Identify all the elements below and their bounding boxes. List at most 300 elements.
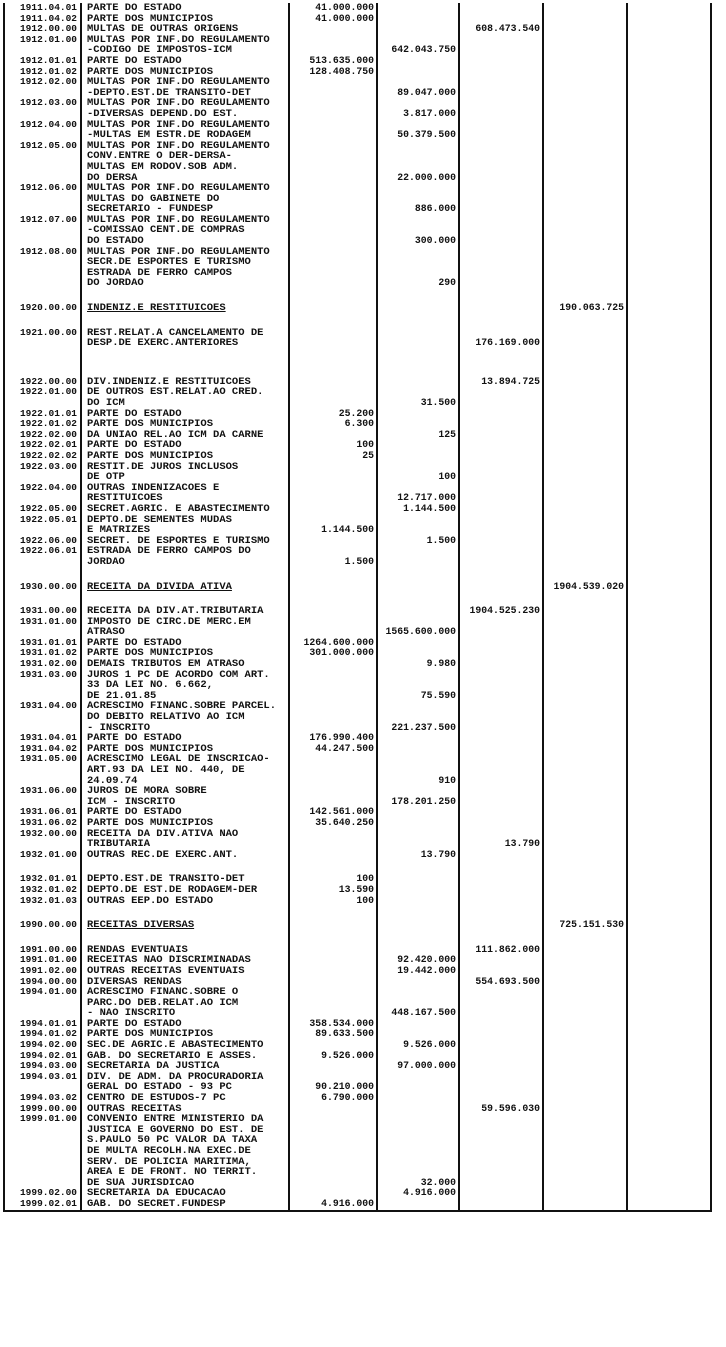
amount-col-5: [627, 204, 711, 215]
amount-col-3: [459, 1072, 543, 1083]
ledger-row-continuation: [4, 338, 711, 349]
amount-col-2: [377, 440, 459, 451]
amount-col-4: [543, 977, 627, 988]
ledger-row-continuation: [4, 525, 711, 536]
ledger-row-continuation: [4, 88, 711, 99]
account-description: [81, 377, 289, 388]
amount-col-4: [543, 462, 627, 473]
amount-col-5: [627, 987, 711, 998]
account-code: 1912.02.00: [4, 77, 81, 88]
amount-col-4: [543, 945, 627, 956]
amount-col-4: [543, 1093, 627, 1104]
account-description: [81, 850, 289, 861]
amount-col-2: [377, 151, 459, 162]
description-line: DE SUA JURISDICAO: [87, 1177, 195, 1189]
amount-col-4: [543, 130, 627, 141]
amount-col-3: [459, 162, 543, 173]
description-line: -DIVERSAS DEPEND.DO EST.: [87, 108, 239, 120]
empty-cell: [4, 568, 81, 582]
amount-col-2: [377, 977, 459, 988]
amount-col-5: [627, 733, 711, 744]
amount-col-3: [459, 1093, 543, 1104]
amount-col-5: [627, 850, 711, 861]
ledger-row: [4, 3, 711, 14]
amount-col-3: [459, 141, 543, 152]
amount-col-5: [627, 462, 711, 473]
amount-col-1: [289, 987, 377, 998]
empty-cell: [543, 349, 627, 363]
description-line: MULTAS DE OUTRAS ORIGENS: [87, 24, 239, 35]
amount-col-5: [627, 1082, 711, 1093]
account-code: [4, 278, 81, 289]
amount-col-1: [289, 1178, 377, 1189]
amount-col-1: [289, 754, 377, 765]
description-line: MULTAS POR INF.DO REGULAMENTO: [87, 140, 270, 152]
amount-col-4: [543, 387, 627, 398]
amount-col-3: [459, 98, 543, 109]
account-code: [4, 493, 81, 504]
amount-col-4: [543, 1125, 627, 1136]
amount-col-1: [289, 215, 377, 226]
empty-cell: [459, 860, 543, 874]
account-code: [4, 194, 81, 205]
description-line: DO ESTADO: [87, 236, 144, 247]
account-code: [4, 268, 81, 279]
description-line: -COMISSAO CENT.DE COMPRAS: [87, 225, 245, 237]
account-description: [81, 398, 289, 409]
amount-col-5: [627, 955, 711, 966]
amount-col-2: [377, 829, 459, 840]
ledger-row: [4, 733, 711, 744]
amount-col-5: [627, 268, 711, 279]
amount-col-1: 25: [289, 451, 377, 462]
amount-col-1: [289, 77, 377, 88]
amount-col-3: [459, 920, 543, 931]
ledger-row: [4, 504, 711, 515]
account-code: 1912.04.00: [4, 120, 81, 131]
amount-col-5: [627, 1178, 711, 1189]
amount-col-4: 1904.539.020: [543, 582, 627, 593]
ledger-row-continuation: [4, 776, 711, 787]
description-line: ESTRADA DE FERRO CAMPOS: [87, 267, 232, 279]
ledger-row: [4, 35, 711, 46]
amount-col-5: [627, 504, 711, 515]
amount-col-3: [459, 1061, 543, 1072]
account-code: [4, 1157, 81, 1168]
amount-col-2: [377, 98, 459, 109]
account-code: [4, 236, 81, 247]
amount-col-5: [627, 1093, 711, 1104]
account-description: [81, 1157, 289, 1168]
amount-col-1: 44.247.500: [289, 744, 377, 755]
account-code: [4, 1008, 81, 1019]
amount-col-5: [627, 754, 711, 765]
amount-col-1: 176.990.400: [289, 733, 377, 744]
amount-col-5: [627, 14, 711, 25]
ledger-row: [4, 419, 711, 430]
amount-col-3: [459, 648, 543, 659]
ledger-row: [4, 1040, 711, 1051]
ledger-row: [4, 1093, 711, 1104]
amount-col-5: [627, 998, 711, 1009]
account-code: 1912.08.00: [4, 247, 81, 258]
account-description: [81, 874, 289, 885]
ledger-row-continuation: [4, 998, 711, 1009]
amount-col-2: [377, 557, 459, 568]
amount-col-4: [543, 162, 627, 173]
amount-col-1: [289, 1061, 377, 1072]
amount-col-1: [289, 162, 377, 173]
amount-col-2: 886.000: [377, 204, 459, 215]
empty-cell: [289, 349, 377, 363]
amount-col-4: [543, 120, 627, 131]
description-line: SERV. DE POLICIA MARITIMA,: [87, 1156, 251, 1168]
amount-col-2: 448.167.500: [377, 1008, 459, 1019]
amount-col-4: [543, 88, 627, 99]
account-description: [81, 141, 289, 152]
amount-col-1: [289, 387, 377, 398]
amount-col-5: [627, 141, 711, 152]
account-code: 1931.04.02: [4, 744, 81, 755]
amount-col-4: [543, 3, 627, 14]
account-code: 1999.00.00: [4, 1104, 81, 1115]
account-description: [81, 557, 289, 568]
description-line: JORDAO: [87, 556, 125, 568]
amount-col-1: [289, 130, 377, 141]
amount-col-2: [377, 377, 459, 388]
empty-cell: [289, 314, 377, 328]
empty-cell: [459, 592, 543, 606]
amount-col-3: [459, 1199, 543, 1211]
amount-col-2: [377, 3, 459, 14]
account-code: 1931.03.00: [4, 670, 81, 681]
account-description: [81, 617, 289, 628]
amount-col-1: [289, 1114, 377, 1125]
amount-col-2: [377, 303, 459, 314]
amount-col-2: 642.043.750: [377, 45, 459, 56]
account-code: [4, 557, 81, 568]
amount-col-1: [289, 839, 377, 850]
description-line: GERAL DO ESTADO - 93 PC: [87, 1082, 232, 1094]
amount-col-1: [289, 515, 377, 526]
amount-col-1: 4.916.000: [289, 1199, 377, 1211]
account-code: 1922.04.00: [4, 483, 81, 494]
account-description: [81, 504, 289, 515]
amount-col-5: [627, 1072, 711, 1083]
amount-col-5: [627, 670, 711, 681]
account-code: 1911.04.01: [4, 3, 81, 14]
account-description: [81, 829, 289, 840]
amount-col-4: [543, 723, 627, 734]
account-code: 1931.06.01: [4, 807, 81, 818]
account-code: 1912.06.00: [4, 183, 81, 194]
amount-col-5: [627, 525, 711, 536]
empty-cell: [459, 349, 543, 363]
amount-col-4: [543, 430, 627, 441]
amount-col-4: [543, 1188, 627, 1199]
account-description: [81, 955, 289, 966]
account-description: [81, 1178, 289, 1189]
account-description: [81, 120, 289, 131]
amount-col-5: [627, 977, 711, 988]
description-line: GAB. DO SECRET.FUNDESP: [87, 1198, 226, 1210]
description-line: ICM - INSCRITO: [87, 796, 176, 808]
amount-col-2: [377, 648, 459, 659]
amount-col-2: [377, 920, 459, 931]
amount-col-1: [289, 701, 377, 712]
amount-col-4: [543, 183, 627, 194]
description-line: CENTRO DE ESTUDOS-7 PC: [87, 1093, 226, 1104]
account-code: 1922.06.01: [4, 546, 81, 557]
spacer-row: [4, 363, 711, 377]
amount-col-5: [627, 162, 711, 173]
account-code: 1994.03.00: [4, 1061, 81, 1072]
account-code: 1931.06.00: [4, 786, 81, 797]
description-line: DO DEBITO RELATIVO AO ICM: [87, 712, 245, 723]
account-description: [81, 627, 289, 638]
amount-col-2: [377, 701, 459, 712]
amount-col-4: [543, 648, 627, 659]
description-line: PARTE DOS MUNICIPIOS: [87, 450, 214, 462]
ledger-row: [4, 885, 711, 896]
description-line: OUTRAS REC.DE EXERC.ANT.: [87, 849, 239, 861]
empty-cell: [289, 931, 377, 945]
account-description: [81, 14, 289, 25]
amount-col-5: [627, 409, 711, 420]
account-description: [81, 88, 289, 99]
amount-col-5: [627, 183, 711, 194]
amount-col-4: [543, 606, 627, 617]
amount-col-2: 290: [377, 278, 459, 289]
ledger-row: [4, 247, 711, 258]
amount-col-3: [459, 225, 543, 236]
amount-col-3: [459, 1188, 543, 1199]
empty-cell: [4, 349, 81, 363]
amount-col-2: 19.442.000: [377, 966, 459, 977]
description-line: RENDAS EVENTUAIS: [87, 944, 188, 956]
amount-col-4: [543, 377, 627, 388]
amount-col-2: [377, 525, 459, 536]
amount-col-2: 75.590: [377, 691, 459, 702]
amount-col-2: [377, 617, 459, 628]
account-code: 1922.02.01: [4, 440, 81, 451]
amount-col-3: [459, 874, 543, 885]
amount-col-4: [543, 225, 627, 236]
amount-col-4: [543, 493, 627, 504]
ledger-row: [4, 807, 711, 818]
amount-col-5: [627, 966, 711, 977]
account-code: 1931.01.00: [4, 617, 81, 628]
amount-col-1: [289, 850, 377, 861]
amount-col-4: [543, 691, 627, 702]
empty-cell: [459, 314, 543, 328]
description-line: CONVENIO ENTRE MINISTERIO DA: [87, 1114, 264, 1125]
amount-col-4: [543, 987, 627, 998]
description-line: INDENIZ.E RESTITUICOES: [87, 303, 226, 314]
amount-col-2: [377, 786, 459, 797]
amount-col-5: [627, 1157, 711, 1168]
amount-col-1: [289, 776, 377, 787]
account-description: [81, 1040, 289, 1051]
account-code: 1920.00.00: [4, 303, 81, 314]
amount-col-2: [377, 268, 459, 279]
amount-col-2: [377, 1072, 459, 1083]
account-code: 1991.00.00: [4, 945, 81, 956]
amount-col-2: 31.500: [377, 398, 459, 409]
amount-col-3: [459, 204, 543, 215]
empty-cell: [627, 314, 711, 328]
amount-col-4: [543, 557, 627, 568]
amount-col-5: [627, 1167, 711, 1178]
amount-col-1: [289, 45, 377, 56]
amount-col-5: [627, 1146, 711, 1157]
amount-col-2: [377, 680, 459, 691]
ledger-row-continuation: [4, 204, 711, 215]
amount-col-4: [543, 818, 627, 829]
amount-col-2: [377, 483, 459, 494]
account-description: [81, 998, 289, 1009]
spacer-row: [4, 592, 711, 606]
account-code: 1994.01.01: [4, 1019, 81, 1030]
amount-col-4: [543, 141, 627, 152]
amount-col-5: [627, 45, 711, 56]
empty-cell: [543, 568, 627, 582]
empty-cell: [289, 906, 377, 920]
ledger-row-continuation: [4, 765, 711, 776]
amount-col-2: [377, 14, 459, 25]
amount-col-1: [289, 35, 377, 46]
ledger-row-continuation: [4, 130, 711, 141]
amount-col-1: [289, 1157, 377, 1168]
amount-col-5: [627, 338, 711, 349]
amount-col-1: 6.790.000: [289, 1093, 377, 1104]
description-line: PARTE DOS MUNICIPIOS: [87, 817, 214, 829]
amount-col-1: [289, 1167, 377, 1178]
description-line: ACRESCIMO FINANC.SOBRE O: [87, 987, 239, 998]
description-line: ART.93 DA LEI NO. 440, DE: [87, 765, 245, 776]
account-description: [81, 430, 289, 441]
ledger-row: [4, 430, 711, 441]
amount-col-1: 513.635.000: [289, 56, 377, 67]
amount-col-3: [459, 1029, 543, 1040]
description-line: CONV.ENTRE O DER-DERSA-: [87, 151, 232, 162]
empty-cell: [81, 860, 289, 874]
description-line: DO DERSA: [87, 172, 138, 184]
amount-col-3: [459, 1178, 543, 1189]
amount-col-4: [543, 1114, 627, 1125]
description-line: SEC.DE AGRIC.E ABASTECIMENTO: [87, 1040, 264, 1051]
amount-col-4: [543, 419, 627, 430]
amount-col-5: [627, 303, 711, 314]
amount-col-4: [543, 109, 627, 120]
account-description: [81, 247, 289, 258]
ledger-row: [4, 409, 711, 420]
account-description: [81, 451, 289, 462]
ledger-row: [4, 786, 711, 797]
amount-col-4: [543, 1157, 627, 1168]
amount-col-4: [543, 1072, 627, 1083]
amount-col-1: [289, 955, 377, 966]
description-line: PARTE DO ESTADO: [87, 733, 182, 744]
description-line: PARTE DOS MUNICIPIOS: [87, 419, 214, 430]
amount-col-4: [543, 998, 627, 1009]
account-description: [81, 1072, 289, 1083]
amount-col-3: [459, 818, 543, 829]
amount-col-2: 32.000: [377, 1178, 459, 1189]
ledger-row-continuation: [4, 1125, 711, 1136]
amount-col-1: [289, 225, 377, 236]
description-line: DE MULTA RECOLH.NA EXEC.DE: [87, 1146, 251, 1157]
amount-col-3: [459, 829, 543, 840]
account-description: [81, 67, 289, 78]
amount-col-3: [459, 1167, 543, 1178]
amount-col-4: [543, 1146, 627, 1157]
amount-col-1: [289, 829, 377, 840]
account-description: [81, 194, 289, 205]
account-description: [81, 1008, 289, 1019]
account-description: [81, 670, 289, 681]
account-code: [4, 1146, 81, 1157]
amount-col-5: [627, 1125, 711, 1136]
account-description: [81, 493, 289, 504]
account-code: 1922.01.00: [4, 387, 81, 398]
amount-col-2: [377, 546, 459, 557]
ledger-row: [4, 515, 711, 526]
description-line: OUTRAS RECEITAS: [87, 1103, 182, 1115]
empty-cell: [459, 289, 543, 303]
amount-col-3: [459, 67, 543, 78]
description-line: ATRASO: [87, 627, 125, 638]
description-line: PARTE DO ESTADO: [87, 3, 182, 14]
empty-cell: [543, 906, 627, 920]
amount-col-5: [627, 1029, 711, 1040]
account-code: 1931.04.01: [4, 733, 81, 744]
account-description: [81, 1019, 289, 1030]
amount-col-1: 142.561.000: [289, 807, 377, 818]
amount-col-3: [459, 797, 543, 808]
account-description: [81, 797, 289, 808]
amount-col-4: [543, 173, 627, 184]
account-code: 1994.02.00: [4, 1040, 81, 1051]
amount-col-3: [459, 1040, 543, 1051]
account-description: [81, 1135, 289, 1146]
amount-col-1: [289, 247, 377, 258]
account-description: [81, 130, 289, 141]
amount-col-2: 4.916.000: [377, 1188, 459, 1199]
amount-col-1: [289, 268, 377, 279]
ledger-row: [4, 987, 711, 998]
ledger-row: [4, 1061, 711, 1072]
amount-col-3: [459, 88, 543, 99]
amount-col-3: [459, 483, 543, 494]
empty-cell: [627, 568, 711, 582]
account-description: [81, 744, 289, 755]
account-description: [81, 56, 289, 67]
account-code: 1912.00.00: [4, 24, 81, 35]
amount-col-3: [459, 1019, 543, 1030]
amount-col-3: 1904.525.230: [459, 606, 543, 617]
amount-col-5: [627, 398, 711, 409]
amount-col-1: [289, 483, 377, 494]
account-description: [81, 723, 289, 734]
empty-cell: [627, 289, 711, 303]
account-description: [81, 896, 289, 907]
empty-cell: [81, 314, 289, 328]
amount-col-3: [459, 733, 543, 744]
amount-col-5: [627, 215, 711, 226]
ledger-row-continuation: [4, 839, 711, 850]
description-line: MULTAS POR INF.DO REGULAMENTO: [87, 183, 270, 194]
